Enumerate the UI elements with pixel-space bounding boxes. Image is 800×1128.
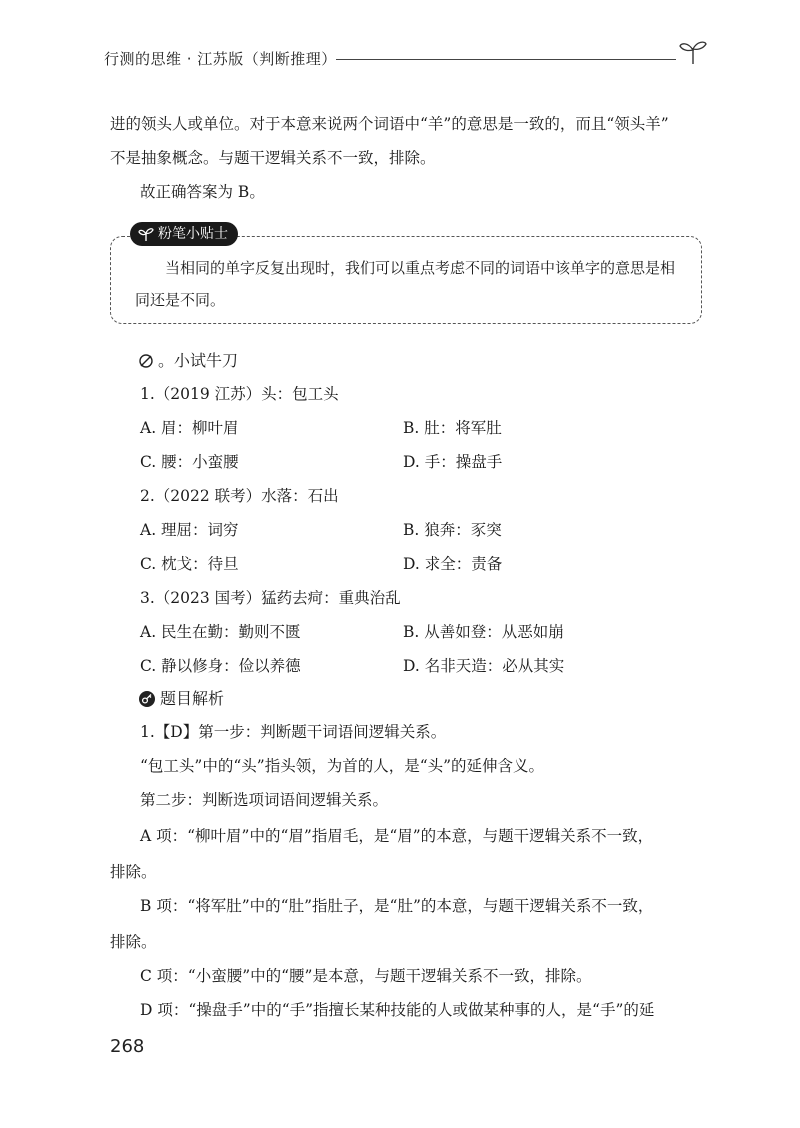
practice-heading-label: 。小试牛刀 (158, 351, 239, 370)
question-1-option-a: A. 眉：柳叶眉 (140, 419, 239, 437)
analysis-line-3: 第二步：判断选项词语间逻辑关系。 (140, 791, 389, 809)
tip-line-2: 同还是不同。 (135, 291, 226, 309)
question-1-option-b: B. 肚：将军肚 (403, 419, 502, 437)
slashed-circle-icon (138, 353, 154, 369)
question-2-option-c: C. 枕戈：待旦 (140, 555, 239, 573)
analysis-heading (138, 688, 224, 710)
analysis-line-4: A 项：“柳叶眉”中的“眉”指眉毛，是“眉”的本意，与题干逻辑关系不一致， (140, 827, 654, 845)
analysis-line-7: 排除。 (110, 933, 157, 951)
tip-tag-label: 粉笔小贴士 (158, 226, 228, 242)
question-1-stem: 1.（2019 江苏）头：包工头 (140, 385, 339, 403)
intro-line-1: 进的领头人或单位。对于本意来说两个词语中“羊”的意思是一致的，而且“领头羊” (110, 115, 669, 133)
question-2-stem: 2.（2022 联考）水落：石出 (140, 487, 339, 505)
header-title: 行测的思维 · 江苏版（判断推理） (104, 50, 337, 68)
question-2-option-d: D. 求全：责备 (403, 555, 503, 573)
tip-tag (130, 222, 238, 246)
question-3-option-c: C. 静以修身：俭以养德 (140, 657, 301, 675)
analysis-line-2: “包工头”中的“头”指头领，为首的人，是“头”的延伸含义。 (140, 757, 545, 775)
key-icon (138, 690, 156, 708)
question-2-option-b: B. 狼奔：豕突 (403, 521, 502, 539)
analysis-heading-label: 题目解析 (160, 689, 225, 708)
analysis-line-8: C 项：“小蛮腰”中的“腰”是本意，与题干逻辑关系不一致，排除。 (140, 967, 592, 985)
analysis-line-5: 排除。 (110, 863, 157, 881)
practice-heading (138, 350, 238, 372)
tip-box (110, 236, 702, 324)
question-3-option-b: B. 从善如登：从恶如崩 (403, 623, 564, 641)
question-3-option-a: A. 民生在勤：勤则不匮 (140, 623, 301, 641)
question-1-option-c: C. 腰：小蛮腰 (140, 453, 239, 471)
question-1-option-d: D. 手：操盘手 (403, 453, 503, 471)
analysis-line-9: D 项：“操盘手”中的“手”指擅长某种技能的人或做某种事的人，是“手”的延 (140, 1001, 655, 1019)
page-number: 268 (110, 1036, 145, 1057)
header-rule (336, 59, 676, 60)
question-2-option-a: A. 理屈：词穷 (140, 521, 239, 539)
sprout-tag-icon (138, 226, 154, 242)
tip-line-1: 当相同的单字反复出现时，我们可以重点考虑不同的词语中该单字的意思是相 (165, 259, 676, 277)
running-header (104, 46, 716, 70)
analysis-line-1: 1.【D】第一步：判断题干词语间逻辑关系。 (140, 723, 447, 741)
sprout-icon (678, 38, 708, 66)
question-3-stem: 3.（2023 国考）猛药去疴：重典治乱 (140, 589, 401, 607)
analysis-line-6: B 项：“将军肚”中的“肚”指肚子，是“肚”的本意，与题干逻辑关系不一致， (140, 897, 654, 915)
intro-line-2: 不是抽象概念。与题干逻辑关系不一致，排除。 (110, 149, 436, 167)
question-3-option-d: D. 名非天造：必从其实 (403, 657, 565, 675)
answer-line: 故正确答案为 B。 (140, 183, 265, 201)
